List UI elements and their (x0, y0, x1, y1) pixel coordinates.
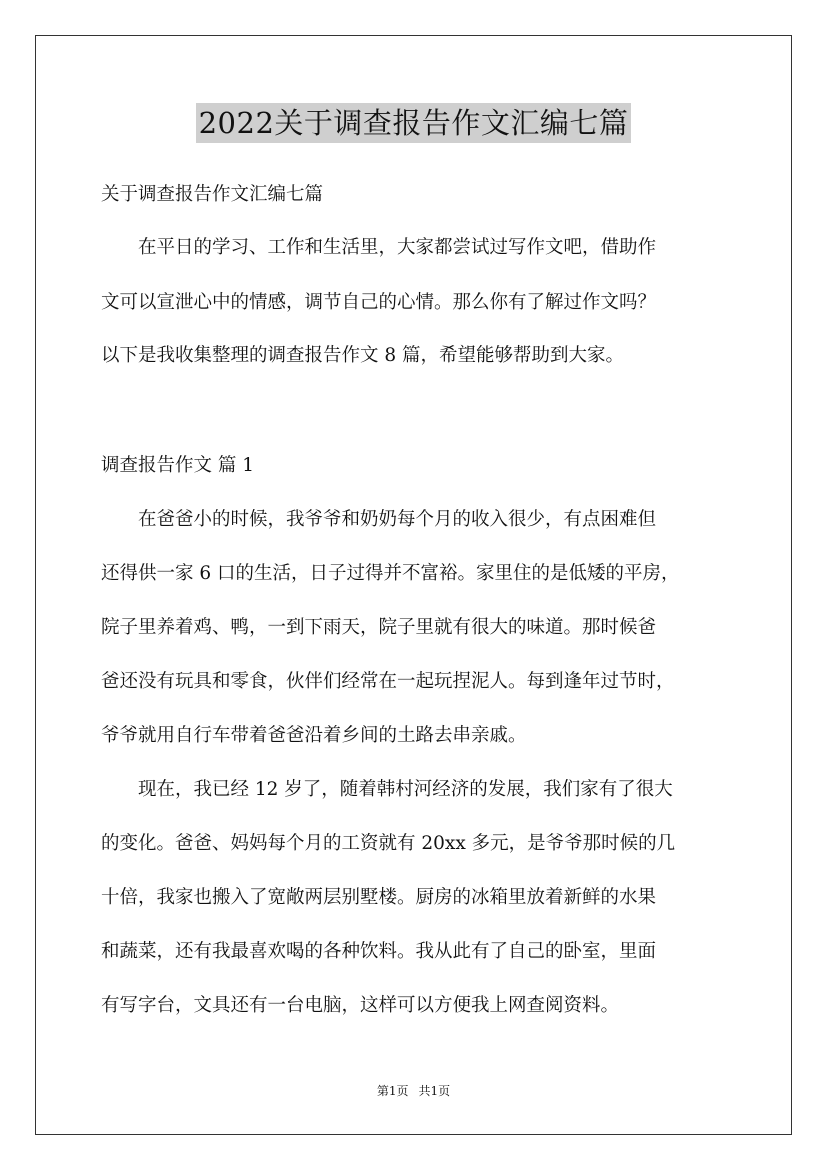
intro-line-3: 以下是我收集整理的调查报告作文 8 篇，希望能够帮助到大家。 (101, 345, 625, 366)
body-line-4: 爸还没有玩具和零食，伙伴们经常在一起玩捏泥人。每到逢年过节时， (101, 671, 675, 692)
page-total: 共1页 (418, 1084, 451, 1098)
body-line-3: 院子里养着鸡、鸭，一到下雨天，院子里就有很大的味道。那时候爸 (101, 617, 657, 638)
page-footer (0, 1083, 827, 1099)
body-line-8: 十倍，我家也搬入了宽敞两层别墅楼。厨房的冰箱里放着新鲜的水果 (101, 887, 657, 908)
body-line-9: 和蔬菜，还有我最喜欢喝的各种饮料。我从此有了自己的卧室，里面 (101, 941, 657, 962)
page-number: 第1页 (376, 1084, 409, 1098)
body-line-2: 还得供一家 6 口的生活，日子过得并不富裕。家里住的是低矮的平房， (101, 563, 680, 584)
body-line-5: 爷爷就用自行车带着爸爸沿着乡间的土路去串亲戚。 (101, 725, 527, 746)
body-line-10: 有写字台，文具还有一台电脑，这样可以方便我上网查阅资料。 (101, 995, 620, 1016)
section-heading: 调查报告作文 篇 1 (101, 455, 255, 476)
intro-line-1: 在平日的学习、工作和生活里，大家都尝试过写作文吧，借助作 (101, 237, 657, 258)
body-line-1: 在爸爸小的时候，我爷爷和奶奶每个月的收入很少，有点困难但 (101, 509, 657, 530)
intro-line-2: 文可以宣泄心中的情感，调节自己的心情。那么你有了解过作文吗？ (101, 292, 657, 313)
title-container (0, 103, 827, 143)
document-title: 2022关于调查报告作文汇编七篇 (196, 103, 632, 143)
body-line-6: 现在，我已经 12 岁了，随着韩村河经济的发展，我们家有了很大 (101, 779, 673, 800)
body-line-7: 的变化。爸爸、妈妈每个月的工资就有 20xx 多元，是爷爷那时候的几 (101, 833, 676, 854)
subtitle-line: 关于调查报告作文汇编七篇 (101, 184, 324, 205)
